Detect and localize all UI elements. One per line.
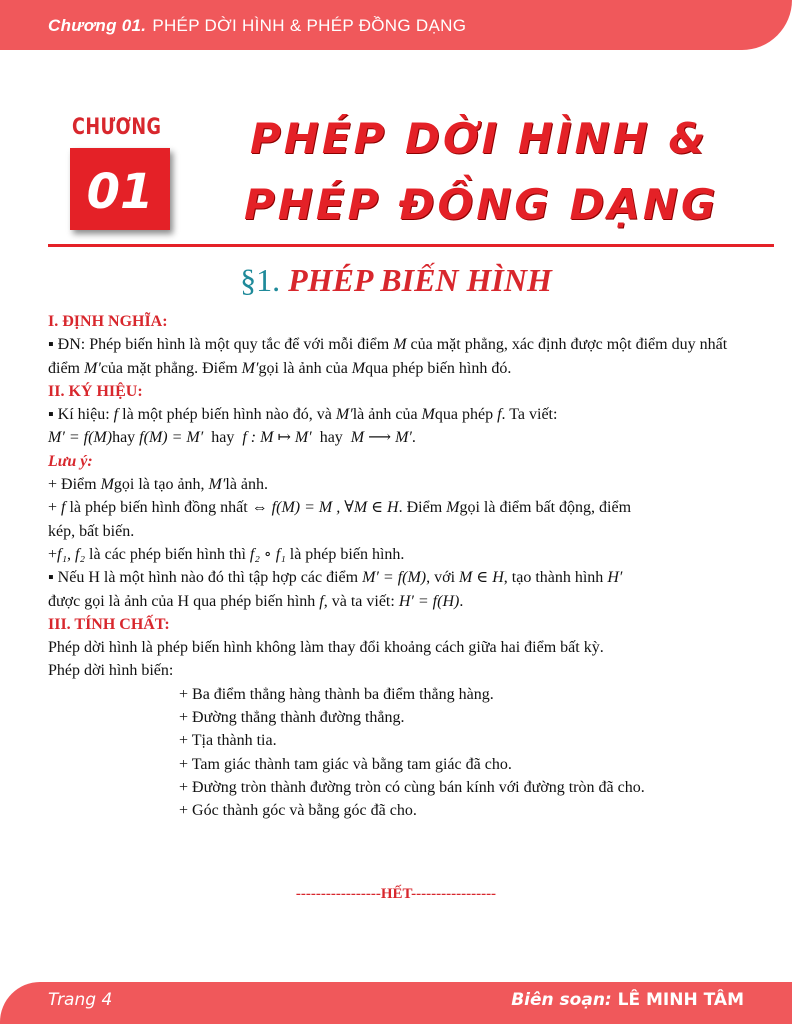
note4-formula-2: M ∈ H [459,569,504,587]
def-text-6: qua phép biến hình đó. [365,359,512,377]
note4-formula-3: H′ [607,569,623,587]
math-M: M [446,499,460,517]
note-line-2b: kép, bất biến. [48,522,135,540]
note3-formula-1: f₁, f₂ [57,545,86,563]
property-item: + Đường tròn thành đường tròn có cùng bán kính với đường tròn đã cho. [179,778,645,796]
note-line-3 [48,543,748,566]
property-item: + Tịa thành tia. [179,732,277,750]
word-hay: hay [319,429,343,447]
section-title [0,262,792,299]
footer-bar [0,982,792,1024]
header-bar [0,0,792,50]
section-symbol: §1. [240,262,281,298]
author [511,990,744,1010]
note1-text-2: gọi là tạo ảnh, [113,476,205,494]
note4-text-6: . [459,592,464,610]
def-text-4: của mặt phẳng. Điểm [100,359,238,377]
note2-formula: f(M) = M , ∀M ∈ H [271,499,399,517]
author-name: LÊ MINH TÂM [617,990,744,1010]
heading-properties: III. TÍNH CHẤT: [48,615,170,633]
math-f: f [61,499,66,517]
notation-formulas: M′ = f(M)hay f(M) = M′ hay f : M ↦ M′ hay M ⟶ M′. [48,429,416,447]
property-item: + Góc thành góc và bằng góc đã cho. [179,802,417,820]
math-M: M [351,359,366,377]
heading-definition: I. ĐỊNH NGHĨA: [48,313,168,330]
def-text-2: của mặt phẳng, xác định được một [410,336,632,354]
note3-text-3: là phép biến hình. [289,545,405,563]
note3-text-2: là các phép biến hình thì [89,545,246,563]
note4-text-5: , và ta viết: [323,592,395,610]
note-line-4 [48,566,748,589]
note2-text-4: gọi là điểm bất động, điểm [459,499,632,517]
formula-4: M ⟶ M′ [350,429,412,447]
note4-text-3: , tạo thành hình [503,569,604,587]
math-Mprime: M′ [335,406,353,424]
note2-text-1: + [48,499,58,517]
notation-paragraph [48,403,748,426]
main-content [48,310,748,823]
note-line-1 [48,473,748,496]
math-M: M [393,336,407,354]
note1-text-1: + Điểm [48,476,97,494]
heading-notation: II. KÝ HIỆU: [48,382,143,400]
notation-text-2: là một phép biến hình nào đó, và [122,406,332,424]
header-chapter-prefix: Chương 01. [48,16,147,35]
chapter-title-line2: PHÉP ĐỒNG DẠNG [244,180,719,229]
header-title [48,16,466,36]
math-M: M [421,406,435,424]
note-line-2 [48,496,748,519]
end-marker: -----------------HẾT----------------- [295,886,497,902]
def-text-5: gọi là ảnh của [258,359,348,377]
math-f: f [319,592,324,610]
note4-text-1: ▪ Nếu H là một hình nào đó thì tập hợp các điểm [48,569,359,587]
note4-text-2: , với [426,569,456,587]
author-label: Biên soạn: [511,990,612,1010]
math-f: f [497,406,502,424]
property-item: + Ba điểm thẳng hàng thành ba điểm thẳng hàng. [179,685,494,703]
notation-text-1: ▪ Kí hiệu: [48,406,110,424]
note4-text-4: được gọi là ảnh của H qua phép biến hình [48,592,316,610]
chapter-title-line1: PHÉP DỜI HÌNH & [250,114,709,163]
note-line-4b [48,590,748,613]
notation-text-3: là ảnh của [352,406,418,424]
note4-formula-4: H′ = f(H) [398,592,460,610]
note2-text-3: . Điểm [398,499,443,517]
note-heading: Lưu ý: [48,452,93,470]
formula-1: M′ = f(M) [48,429,113,447]
title-divider [48,244,774,247]
math-Mprime: M′ [208,476,226,494]
property-item: + Tam giác thành tam giác và bằng tam giác đã cho. [179,755,512,773]
note3-formula-2: f₂ ∘ f₁ [249,545,286,563]
formula-3: f : M ↦ M′ [242,429,312,447]
property-item: + Đường thẳng thành đường thẳng. [179,709,405,727]
formula-2: f(M) = M′ [139,429,204,447]
def-text-3: điểm duy nhất điểm [48,336,728,377]
math-M: M [100,476,114,494]
chapter-number: 01 [86,164,154,220]
note2-text-2: là phép biến hình đồng nhất ⇔ [69,499,268,517]
word-hay: hay [211,429,235,447]
math-Mprime: M′ [241,359,259,377]
chapter-label: CHƯƠNG [72,115,162,140]
notation-text-5: . Ta viết: [501,406,558,424]
chapter-number-box [70,148,170,230]
header-chapter-title: PHÉP DỜI HÌNH & PHÉP ĐỒNG DẠNG [152,16,467,35]
page-number: Trang 4 [48,990,113,1010]
properties-lead: Phép dời hình biến: [48,662,174,680]
def-text-1: ▪ ĐN: Phép biến hình là một quy tắc để với mỗi điểm [48,336,390,354]
section-name: PHÉP BIẾN HÌNH [288,262,552,298]
note1-text-3: là ảnh. [225,476,269,494]
definition-paragraph [48,333,748,380]
note4-formula-1: M′ = f(M) [362,569,427,587]
word-hay: hay [112,429,136,447]
note3-text-1: + [48,545,58,563]
math-f: f [113,406,119,424]
math-Mprime: M′ [84,359,101,377]
notation-text-4: qua phép [434,406,494,424]
properties-intro: Phép dời hình là phép biến hình không làm thay đổi khoảng cách giữa hai điểm bất kỳ. [48,639,604,657]
